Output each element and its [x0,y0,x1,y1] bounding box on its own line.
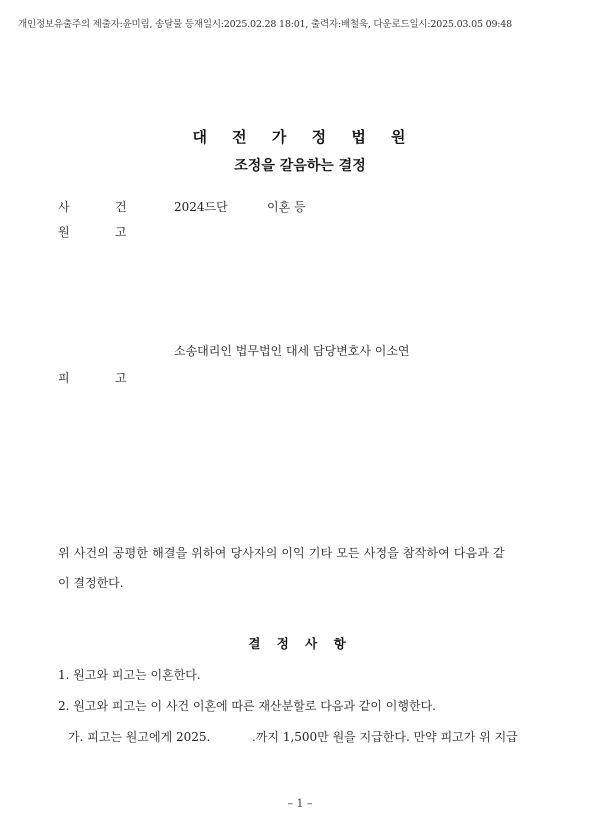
decision-item-1: 1. 원고와 피고는 이혼한다. [58,668,201,682]
plaintiff-representative: 소송대리인 법무법인 대세 담당변호사 이소연 [174,344,410,358]
page-number: – 1 – [287,797,313,810]
document-title: 조정을 갈음하는 결정 [234,158,366,174]
decision-subitem-a-part2: .까지 1,500만 원을 지급한다. 만약 피고가 위 지급 [252,730,518,744]
defendant-label-1: 피 [58,371,70,385]
decision-heading: 결 정 사 항 [248,636,352,651]
case-label-1: 사 [58,200,70,214]
defendant-label-2: 고 [115,371,127,385]
plaintiff-label-2: 고 [115,225,127,239]
intro-line-1: 위 사건의 공평한 해결을 위하여 당사자의 이익 기타 모든 사정을 참작하여 다음과 같 [58,546,505,560]
plaintiff-label-1: 원 [58,225,70,239]
intro-line-2: 이 결정한다. [58,576,124,590]
case-label-2: 건 [115,200,127,214]
decision-item-2: 2. 원고와 피고는 이 사건 이혼에 따른 재산분할로 다음과 같이 이행한다. [58,699,436,713]
download-info-header: 개인정보유출주의 제출자:윤미림, 송달물 등재일시:2025.02.28 18:01, 출력자:배철욱, 다운로드일시:2025.03.05 09:48 [18,19,512,30]
court-name: 대 전 가 정 법 원 [192,128,416,146]
case-name: 이혼 등 [267,200,306,214]
decision-subitem-a-part1: 가. 피고는 원고에게 2025. [68,730,211,744]
case-number: 2024드단 [174,200,228,214]
